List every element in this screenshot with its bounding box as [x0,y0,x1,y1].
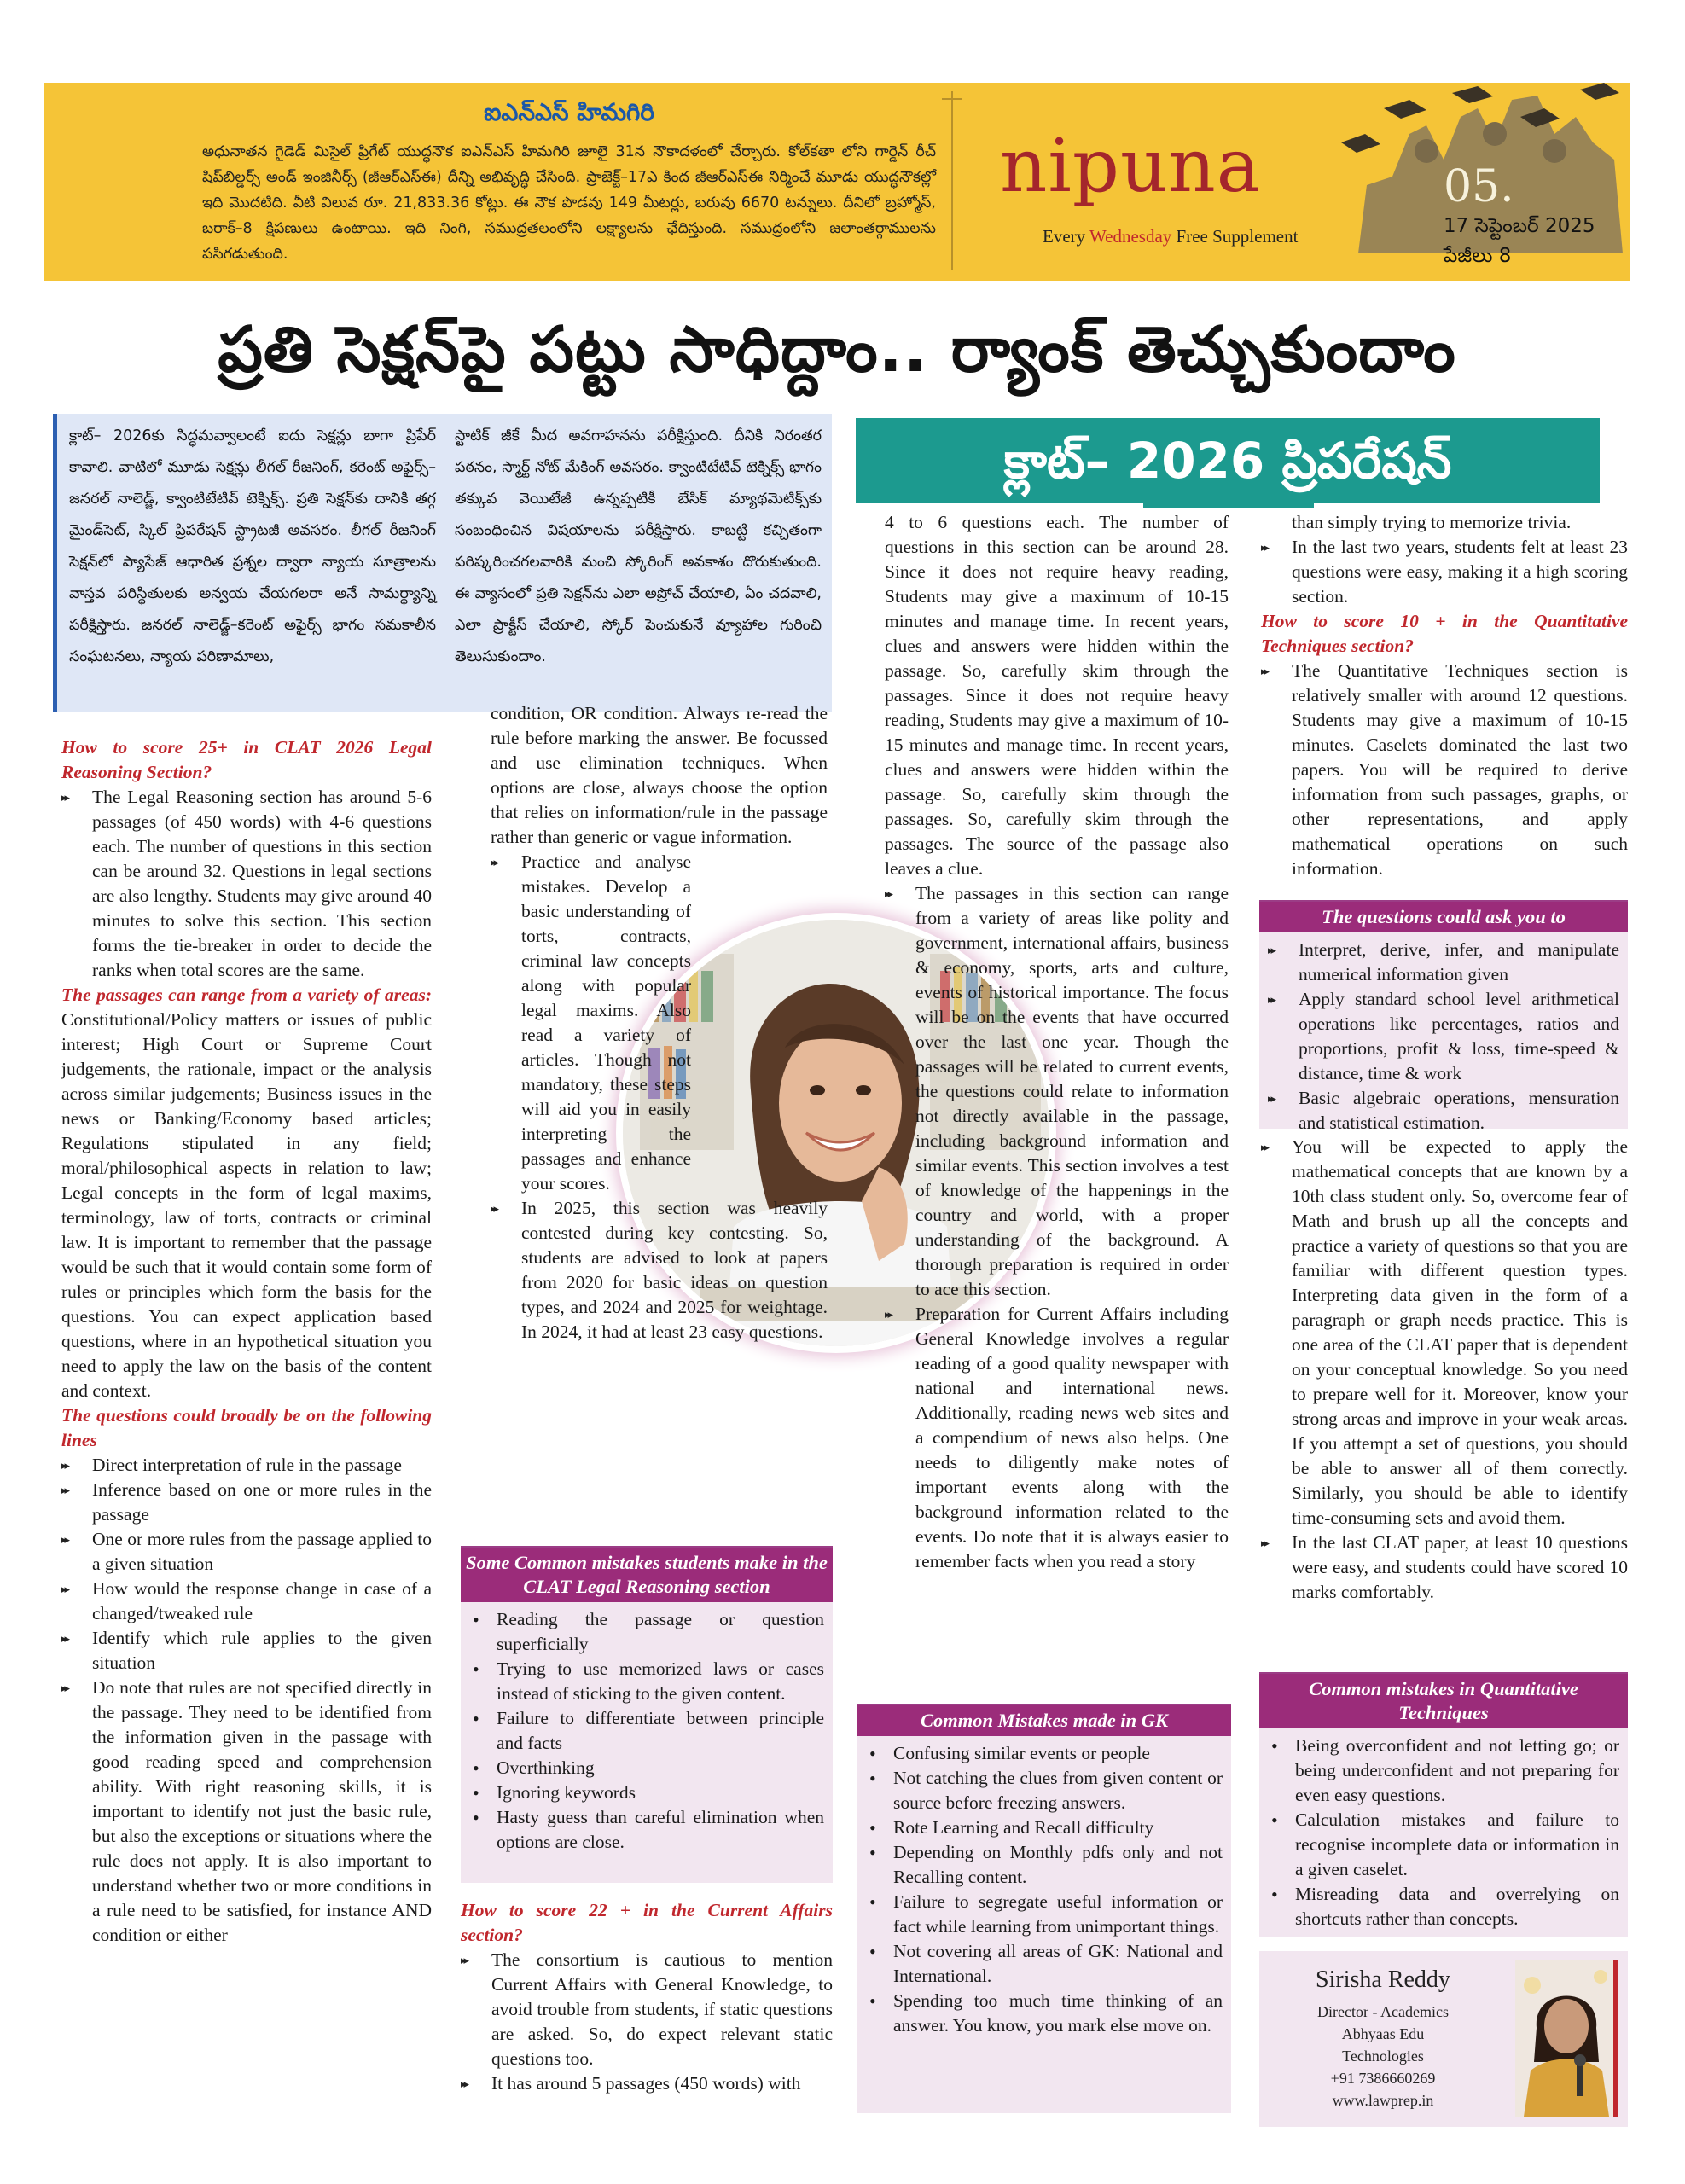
author-org-1: Abhyaas Edu [1341,2025,1425,2042]
list-item: ▸▸ One or more rules from the passage applied to a given situation [61,1527,432,1577]
author-website: www.lawprep.in [1332,2092,1434,2109]
quant-mistakes-list [1259,1728,1628,1938]
current-affairs-list [461,1948,833,2096]
author-card [1259,1951,1628,2127]
news-brief-body: అధునాతన గైడెడ్ మిసైల్ ఫ్రిగేట్ యుద్ధనౌక ఐఎన్ఎస్ హిమగిరి జూలై 31న నౌకాదళంలో చేర్చారు. కోల్‌కతా లోని గార్డెన్ రీచ్ షిప్‌బిల్డర్స్ అండ్ ఇంజినీర్స్ (జీఆర్ఎస్ఈ) దీన్ని అభివృద్ధి చేసింది. ప్రాజెక్ట్–17ఎ కింద జీఆర్ఎస్ఈ నిర్మించే మూడు యుద్ధనౌకల్లో ఇది మొదటిది. వీటి విలువ రూ. 21,833.36 కోట్లు. ఈ నౌక పొడవు 149 మీటర్లు, బరువు 6670 టన్నులు. దీనిలో బ్రహ్మోస్, బరాక్–8 క్షిపణులు ఉంటాయి. ఇది నింగి, సముద్రతలంలోని లక్ష్యాలను ఛేదిస్తుంది. సముద్రంలోని జలాంతర్గాములను పసిగడుతుంది. [202,143,936,263]
list-item: • Hasty guess than careful elimination when options are close. [466,1805,824,1855]
news-brief [44,83,944,281]
list-item: ▸▸ Apply standard school level arithmetical operations like percentages, ratios and proportions, profit & loss, time-speed & distance, time & work [1268,987,1619,1086]
issue-date: 17 సెప్టెంబర్ 2025 [1444,215,1595,237]
subhead-current-affairs: How to score 22 + in the Current Affairs section? [461,1900,833,1945]
list-item: ▸▸ In the last two years, students felt at least 23 questions were easy, making it a high scoring section. [1261,535,1628,609]
list-item: • Overthinking [466,1756,824,1780]
article-column-4 [1261,510,1628,881]
legal-continuation-text: condition, OR condition. Always re-read the rule before marking the answer. Be focussed and use elimination techniques. When options are close, always choose the option that relies on information/rule in the passage rather than generic or vague information. [491,703,828,847]
list-item: ▸▸ Basic algebraic operations, mensuration and statistical estimation. [1268,1086,1619,1136]
quant-ask-heading: The questions could ask you to [1259,902,1628,932]
list-item: ▸▸ It has around 5 passages (450 words) with [461,2071,833,2096]
list-item: • Ignoring keywords [466,1780,824,1805]
list-item: • Failure to differentiate between principle and facts [466,1706,824,1756]
news-brief-title: ఐఎన్ఎస్ హిమగిరి [484,98,654,126]
legal-intro-list [61,785,432,983]
legal-practice-list [491,850,828,1196]
quant-advice-list [1261,1135,1628,1605]
current-affairs-continuation: 4 to 6 questions each. The number of questions in this section can be around 28. Since it does not require heavy reading, Students may give a maximum of 10-15 minutes and manage time. In recent years, clues and answers were hidden within the passage. So, carefully skim through the passages. Since it does not require heavy reading, Students may give a maximum of 10-15 minutes and manage time. In recent years, clues and answers were hidden within the passage. So, carefully skim through the passages. So, carefully skim through the passages. The source of the passage also leaves a clue. [885,512,1229,879]
list-item: ▸▸ Identify which rule applies to the given situation [61,1626,432,1676]
current-affairs-areas-list [885,881,1229,1574]
intro-box [53,414,832,712]
author-details [1259,1966,1507,2111]
intro-column-1: క్లాట్– 2026కు సిద్ధమవ్వాలంటే ఐదు సెక్షన్లు బాగా ప్రిపేర్ కావాలి. వాటిలో మూడు సెక్షన్లు లీగల్ రీజనింగ్, కరెంట్ అఫైర్స్–జనరల్ నాలెడ్జ్, క్వాంటిటేటివ్ టెక్నిక్స్. ప్రతి సెక్షన్‌కు దానికి తగ్గ మైండ్‌సెట్, స్కిల్ ప్రిపరేషన్ స్ట్రాటజీ అవసరం. లీగల్ రీజనింగ్ సెక్షన్‌లో ప్యాసేజ్ ఆధారిత ప్రశ్నల ద్వారా న్యాయ సూత్రాలను వాస్తవ పరిస్థితులకు అన్వయ చేయగలరా అనే సామర్థ్యాన్ని పరీక్షిస్తారు. జనరల్ నాలెడ్జ్–కరెంట్ అఫైర్స్ భాగం సమకాలీన సంఘటనలు, న్యాయ పరిణామాలు, [69,427,436,665]
brand-tagline [1043,226,1298,247]
passage-areas-text: Constitutional/Policy matters or issues of public interest; High Court or Supreme Court judgements, the rationale, impact or the analysis across similar judgements; Business issues in the news or Banking/Economy based articles; Regulations stipulated in any field; moral/philosophical aspects in relation to law; Legal concepts in the form of legal maxims, terminology, law of torts, contracts or criminal law. It is important to remember that the passage would be such that it would contain some form of rules or principles which form the basis for the questions. You can expect application based questions, where in an hypothetical situation you need to apply the law on the basis of the content and context. [61,1009,432,1401]
subhead-quant: How to score 10 + in the Quantitative Techniques section? [1261,611,1628,656]
issue-number: 05. [1444,161,1514,212]
list-item: • Not catching the clues from given content or source before freezing answers. [863,1766,1223,1815]
list-item [885,881,1229,1302]
masthead [44,83,1630,281]
legal-practice-list-2 [491,1196,828,1345]
subhead-question-lines: The questions could broadly be on the following lines [61,1405,432,1450]
list-item: • Calculation mistakes and failure to recognise incomplete data or information in a given caselet. [1264,1808,1619,1882]
list-item: • Depending on Monthly pdfs only and not Recalling content. [863,1840,1223,1890]
article-column-2 [491,701,828,1345]
page-headline: ప్రతి సెక్షన్‌పై పట్టు సాధిద్దాం.. ర్యాంక్ తెచ్చుకుందాం [218,313,1456,386]
issue-pages: పేజీలు 8 [1444,245,1512,267]
quant-intro-list [1261,659,1628,881]
article-column-3 [885,510,1229,1574]
brand-logo: nipuna [1000,124,1261,209]
list-item: ▸▸ In the last CLAT paper, at least 10 questions were easy, and students could have scored 10 marks comfortably. [1261,1531,1628,1605]
section-banner: క్లాట్– 2026 ప్రిపరేషన్ [856,418,1600,503]
intro-column-2: స్టాటిక్ జీకే మీద అవగాహనను పరీక్షిస్తుంది. దీనికి నిరంతర పఠనం, స్మార్ట్ నోట్ మేకింగ్ అవసరం. క్వాంటిటేటివ్ టెక్నిక్స్ భాగం తక్కువ వెయిటేజీ ఉన్నప్పటికీ బేసిక్ మ్యాథమెటిక్స్‌కు సంబంధించిన విషయాలను పరీక్షిస్తారు. కాబట్టి కచ్చితంగా పరిష్కరించగలవారికి మంచి స్కోరింగ్ అవకాశం దొరుకుతుంది. ఈ వ్యాసంలో ప్రతి సెక్షన్‌ను ఎలా అప్రోచ్ చేయాలి, ఏం చదవాలి, ఎలా ప్రాక్టీస్ చేయాలి, స్కోర్ పెంచుకునే వ్యూహాల గురించి తెలుసుకుందాం. [455,427,822,665]
author-org-2: Technologies [1342,2048,1424,2065]
areas-text: The passages in this section can range from a variety of areas like polity and government, international affairs, business & economy, sports, arts and culture, events of historical importance. The focus will be on the events that have occurred over the last one year. Though the passages will be related to current events, the questions could relate to information not directly available in the passage, including background information and similar events. This section involves a test of knowledge of the happenings in the country and world, with a proper understanding of the background. A thorough preparation is required in order to ace this section. [915,883,1229,1299]
tagline-day: Wednesday [1089,226,1172,247]
list-item: ▸▸ Direct interpretation of rule in the passage [61,1453,432,1478]
list-item: ▸▸ Practice and analyse mistakes. Develop a basic understanding of torts, contracts, criminal law concepts along with popular legal maxims. Also read a variety of articles. Though not mandatory, these steps will aid you in easily interpreting the passages and enhance your scores. [491,850,691,1196]
passage-areas-paragraph [61,983,432,1403]
list-item: ▸▸ The Legal Reasoning section has around 5-6 passages (of 450 words) with 4-6 questions each. The number of questions in this section can be around 32. Questions in legal sections are also lengthy. Students may give around 40 minutes to solve this section. This section forms the tie-breaker in order to decide the ranks when total scores are the same. [61,785,432,983]
list-item: • Not covering all areas of GK: National and International. [863,1939,1223,1989]
banner-tab [1143,502,1314,508]
tagline-pre: Every [1043,226,1090,247]
gk-mistakes-heading: Common Mistakes made in GK [857,1705,1231,1736]
list-item: • Trying to use memorized laws or cases instead of sticking to the given content. [466,1657,824,1706]
list-item: • Reading the passage or question superficially [466,1607,824,1657]
list-item: ▸▸ Do note that rules are not specified directly in the passage. They need to be identified from the information given in the passage with good reading speed and comprehension ability. With right reasoning skills, it is important to identify not just the basic rule, but also the exceptions or situations where the rule does not apply. It is also important to understand whether two or more conditions in a rule need to be satisfied, for instance AND condition or either [61,1676,432,1948]
author-photo [1515,1960,1618,2117]
list-item: ▸▸ The consortium is cautious to mention Current Affairs with General Knowledge, to avoid trouble from students, if static questions are asked. So, do expect relevant static questions too. [461,1948,833,2071]
list-item: • Confusing similar events or people [863,1741,1223,1766]
quant-mistakes-heading: Common mistakes in Quantitative Techniques [1259,1674,1628,1728]
subhead-legal-reasoning: How to score 25+ in CLAT 2026 Legal Reasoning Section? [61,737,432,782]
list-item: ▸▸ In 2025, this section was heavily contested during key contesting. So, students are advised to look at papers from 2020 for basic ideas on question types, and 2024 and 2025 for weightage. In 2024, it had at least 23 easy questions. [491,1196,828,1345]
list-item: • Misreading data and overrelying on shortcuts rather than concepts. [1264,1882,1619,1931]
gk-mistakes-list [857,1736,1231,2045]
current-affairs-start [461,1898,833,2096]
legal-mistakes-list [461,1602,833,1862]
high-scoring-list [1261,535,1628,609]
article-column-1 [61,735,432,1948]
quant-ask-box [1259,900,1628,1133]
trivia-continuation: than simply trying to memorize trivia. [1292,512,1572,532]
list-item: • Rote Learning and Recall difficulty [863,1815,1223,1840]
legal-mistakes-box [461,1546,833,1883]
list-item: ▸▸ How would the response change in case of a changed/tweaked rule [61,1577,432,1626]
list-item: ▸▸ You will be expected to apply the mathematical concepts that are known by a 10th class student only. So, overcome fear of Math and brush up all the concepts and practice a variety of questions so that you are familiar with different question types. Interpreting data given in the form of a paragraph or graph needs practice. This is one area of the CLAT paper that is dependent on your conceptual knowledge. So you need to prepare well for it. Moreover, know your strong areas and improve in your weak areas. If you attempt a set of questions, you should be able to answer all of them correctly. Similarly, you should be able to identify time-consuming sets and avoid them. [1261,1135,1628,1531]
author-phone: +91 7386660269 [1330,2070,1436,2087]
news-divider-cross [942,98,962,100]
news-divider [951,91,953,270]
legal-mistakes-heading: Some Common mistakes students make in the CLAT Legal Reasoning section [461,1548,833,1602]
subhead-passage-areas: The passages can range from a variety of areas: [61,985,432,1005]
list-item: • Failure to segregate useful information or fact while learning from unimportant things. [863,1890,1223,1939]
quant-advice [1261,1135,1628,1605]
gk-mistakes-box [857,1704,1231,2113]
tagline-post: Free Supplement [1171,226,1299,247]
list-item: ▸▸ Interpret, derive, infer, and manipulate numerical information given [1268,938,1619,987]
list-item: ▸▸ The Quantitative Techniques section is relatively smaller with around 12 questions. Students may give a maximum of 10-15 minutes. Caselets dominated the last two papers. You will be required to derive information from such passages, graphs, or other representations, and apply mathematical operations on such information. [1261,659,1628,881]
list-item: • Spending too much time thinking of an answer. You know, you mark else move on. [863,1989,1223,2038]
question-lines-list [61,1453,432,1948]
list-item: • Being overconfident and not letting go; or being underconfident and not preparing for even easy questions. [1264,1734,1619,1808]
list-item: ▸▸ Preparation for Current Affairs including General Knowledge involves a regular reading of a good quality newspaper with national and international news. Additionally, reading news web sites and a compendium of news also helps. One needs to diligently make notes of important events along with the background information related to the events. Do note that it is always easier to remember facts when you read a story [885,1302,1229,1574]
quant-ask-list [1259,932,1628,1141]
quant-mistakes-box [1259,1672,1628,1937]
list-item: ▸▸ Inference based on one or more rules in the passage [61,1478,432,1527]
author-name: Sirisha Reddy [1316,1966,1450,1993]
author-role: Director - Academics [1317,2003,1449,2020]
author-portrait-icon [1515,1960,1618,2117]
